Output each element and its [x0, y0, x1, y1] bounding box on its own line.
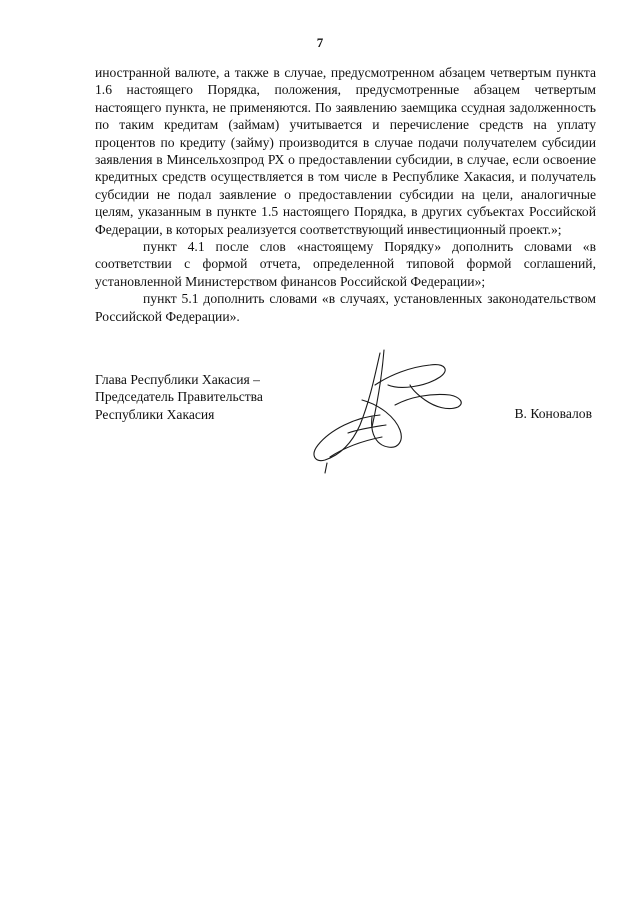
paragraph-continuation: иностранной валюте, а также в случае, предусмотренном абзацем четвертым пункта 1.6 настоящего Порядка, положения, предусмотренные абзацем четвертым настоящего пункта, не применяются. По заявлению заемщика ссудная задолженность по таким кредитам (займам) учитывается и перечисление средств на уплату процентов по кредиту (займу) производится в случае подачи получателем субсидии заявления в Минсельхозпрод РХ о предоставлении субсидии, в случае, если освоение кредитных средств осуществляется в том числе в Республике Хакасия, и получатель субсидии не подал заявление о предоставлении субсидии на цели, аналогичные целям, указанным в пункте 1.5 настоящего Порядка, в других субъектах Российской Федерации, в которых реализуется соответствующий инвестиционный проект.»;: [95, 65, 596, 237]
handwritten-signature: [300, 345, 470, 475]
document-body: [95, 64, 596, 325]
signatory-title-line: Республики Хакасия: [95, 406, 215, 422]
signatory-title: [95, 371, 263, 423]
paragraph-item-5-1: пункт 5.1 дополнить словами «в случаях, установленных законодательством Российской Федерации».: [95, 291, 596, 324]
page-number: 7: [316, 35, 324, 50]
signatory-name: В. Коновалов: [514, 406, 592, 421]
signatory-title-line: Глава Республики Хакасия –: [95, 372, 260, 387]
paragraph-item-4-1: пункт 4.1 после слов «настоящему Порядку» дополнить словами «в соответствии с формой отчета, определенной типовой формой соглашений, установленной Министерством финансов Российской Федерации»;: [95, 239, 596, 289]
signatory-title-line: Председатель Правительства: [95, 389, 263, 405]
